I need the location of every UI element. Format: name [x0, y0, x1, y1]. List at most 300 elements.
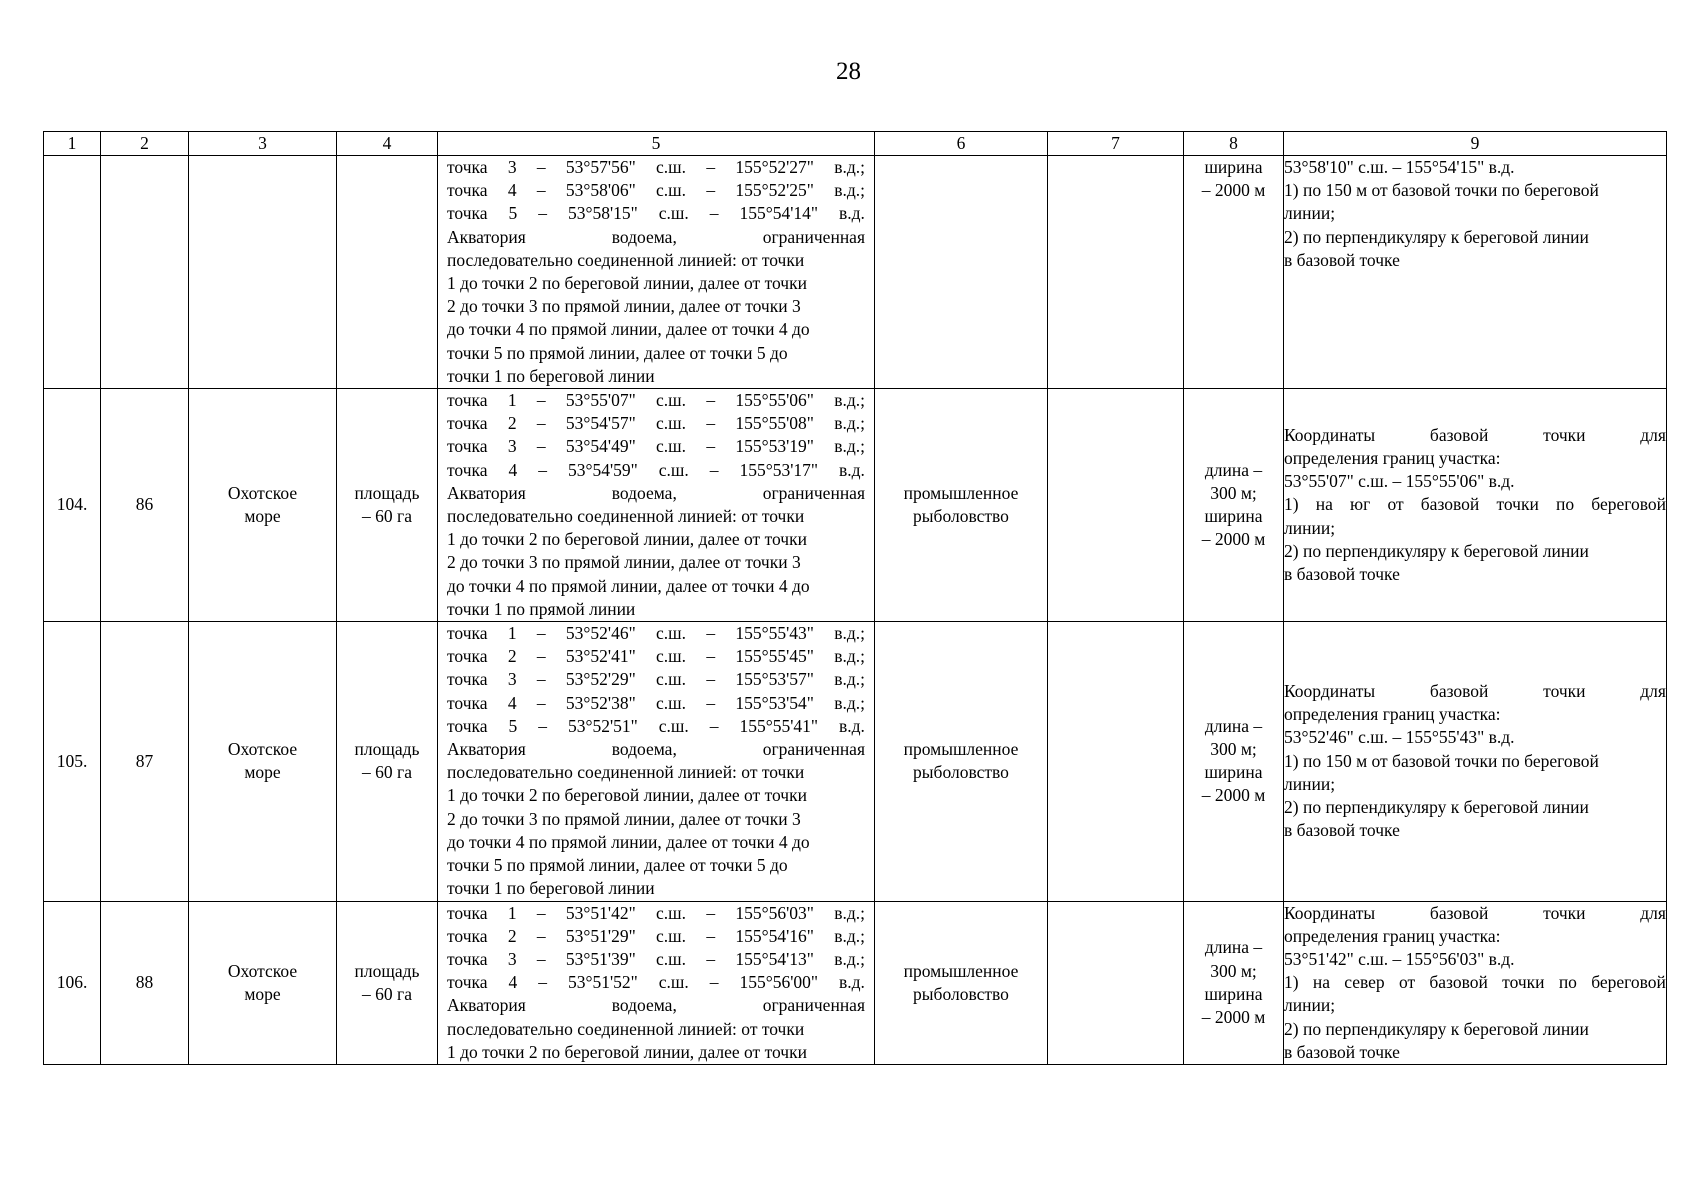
word: 155°54'13": [735, 948, 814, 969]
area-cell: [337, 156, 438, 389]
word: –: [706, 413, 716, 434]
word: базовой: [1420, 494, 1480, 515]
row-number-cell: [44, 156, 101, 389]
base-point-cell: [1284, 622, 1667, 901]
text-line: последовательно соединенной линией: от точки: [447, 1018, 805, 1039]
cell-line: площадь: [354, 739, 420, 760]
word: с.ш.: [656, 669, 687, 690]
word: 4: [507, 692, 517, 713]
word: для: [1640, 681, 1666, 702]
word: –: [709, 972, 719, 993]
cell-line: Охотское: [227, 739, 298, 760]
word: 4: [508, 459, 518, 480]
word: с.ш.: [656, 925, 687, 946]
boundary-description-cell: [438, 622, 875, 901]
word: ограниченная: [762, 226, 865, 247]
header-cell: 8: [1184, 132, 1284, 156]
word: с.ш.: [658, 203, 689, 224]
boundary-description: [438, 156, 874, 388]
word: с.ш.: [658, 715, 689, 736]
word: 5: [508, 715, 518, 736]
cell-line: площадь: [354, 960, 420, 981]
base-point-cell: [1284, 389, 1667, 622]
text-line: 2) по перпендикуляру к береговой линии: [1284, 1018, 1589, 1039]
justified-line: [447, 994, 865, 1017]
word: в.д.;: [834, 436, 865, 457]
cell-line: длина –: [1204, 459, 1263, 480]
cell-line: – 60 га: [362, 762, 412, 783]
water-body-cell: [189, 622, 337, 901]
word: 2: [507, 413, 517, 434]
justified-line: [447, 692, 865, 715]
word: точки: [1543, 681, 1586, 702]
cell-line: длина –: [1204, 715, 1263, 736]
word: точка: [447, 948, 488, 969]
word: –: [706, 436, 716, 457]
word: –: [536, 902, 546, 923]
word: с.ш.: [656, 902, 687, 923]
word: 53°52'29": [565, 669, 636, 690]
text-line: линии;: [1284, 203, 1336, 224]
word: с.ш.: [656, 413, 687, 434]
text-line: до точки 4 по прямой линии, далее от точки 4 до: [447, 831, 810, 852]
word: по: [1558, 972, 1577, 993]
word: в.д.;: [834, 669, 865, 690]
word: 155°53'54": [735, 692, 814, 713]
word: 1): [1284, 972, 1299, 993]
text-line: 1) по 150 м от базовой точки по береговой: [1284, 180, 1599, 201]
justified-line: [447, 738, 865, 761]
text-line: линии;: [1284, 773, 1336, 794]
justified-line: [1284, 424, 1666, 447]
fishing-type-cell: [875, 622, 1048, 901]
justified-line: [447, 971, 865, 994]
word: 155°53'19": [735, 436, 814, 457]
word: 53°52'46": [565, 623, 636, 644]
justified-line: [447, 202, 865, 225]
word: в.д.;: [834, 157, 865, 177]
justified-line: [1284, 493, 1666, 516]
word: 155°55'06": [735, 390, 814, 411]
word: –: [706, 157, 716, 177]
word: север: [1344, 972, 1385, 993]
word: 53°52'51": [567, 715, 638, 736]
text-line: последовательно соединенной линией: от точки: [447, 762, 805, 783]
word: с.ш.: [656, 948, 687, 969]
word: –: [538, 715, 547, 736]
word: –: [536, 669, 546, 690]
word: в.д.;: [834, 902, 865, 923]
word: береговой: [1591, 494, 1666, 515]
word: с.ш.: [658, 459, 689, 480]
word: 53°58'06": [565, 180, 636, 201]
word: 1: [507, 623, 517, 644]
dimensions-cell: [1184, 156, 1284, 389]
text-line: точки 1 по береговой линии: [447, 365, 655, 386]
word: –: [709, 459, 719, 480]
word: в.д.;: [834, 925, 865, 946]
word: –: [706, 925, 716, 946]
word: 2: [507, 646, 517, 667]
water-body-cell: [189, 156, 337, 389]
base-point-description: [1284, 680, 1666, 842]
cell-line: ширина: [1204, 762, 1263, 783]
word: на: [1312, 972, 1330, 993]
justified-line: [447, 226, 865, 249]
word: Координаты: [1284, 902, 1376, 923]
header-cell: 7: [1048, 132, 1184, 156]
base-point-cell: [1284, 156, 1667, 389]
word: в.д.;: [834, 623, 865, 644]
word: –: [706, 902, 716, 923]
word: –: [709, 715, 719, 736]
cell-line: площадь: [354, 482, 420, 503]
word: 53°55'07": [565, 390, 636, 411]
table-row: [44, 156, 1667, 389]
table-row: [44, 622, 1667, 901]
word: базовой: [1429, 902, 1489, 923]
cell-line: ширина: [1204, 157, 1263, 177]
text-line: 53°52'46" с.ш. – 155°55'43" в.д.: [1284, 727, 1515, 748]
word: 155°55'45": [735, 646, 814, 667]
word: ограниченная: [762, 995, 865, 1016]
justified-line: [1284, 971, 1666, 994]
word: водоема,: [611, 226, 677, 247]
cell-line: длина –: [1204, 937, 1263, 958]
text-line: 1 до точки 2 по береговой линии, далее от точки: [447, 529, 807, 550]
word: 53°57'56": [565, 157, 636, 177]
word: ограниченная: [762, 739, 865, 760]
header-cell: 5: [438, 132, 875, 156]
word: в.д.;: [834, 180, 865, 201]
word: точка: [447, 902, 488, 923]
header-cell: 3: [189, 132, 337, 156]
word: 155°52'27": [735, 157, 814, 177]
word: береговой: [1591, 972, 1666, 993]
word: 53°54'57": [565, 413, 636, 434]
cell-line: ширина: [1204, 506, 1263, 527]
section-number-cell: 88: [101, 901, 189, 1064]
word: в.д.: [839, 972, 865, 993]
word: –: [536, 436, 546, 457]
column-number-row: [44, 132, 1667, 156]
word: точка: [447, 669, 488, 690]
word: 155°55'43": [735, 623, 814, 644]
word: точка: [447, 390, 488, 411]
word: базовой: [1429, 424, 1489, 445]
word: точка: [447, 157, 488, 177]
justified-line: [447, 435, 865, 458]
cell-line: рыболовство: [913, 506, 1009, 527]
word: точка: [447, 436, 488, 457]
text-line: 1) по 150 м от базовой точки по береговой: [1284, 750, 1599, 771]
word: 4: [507, 180, 517, 201]
boundary-description: [438, 902, 874, 1064]
boundary-description: [438, 622, 874, 900]
word: с.ш.: [656, 180, 687, 201]
base-point-description: [1284, 902, 1666, 1064]
word: юг: [1350, 494, 1371, 515]
text-line: определения границ участка:: [1284, 448, 1501, 469]
text-line: 2 до точки 3 по прямой линии, далее от точки 3: [447, 808, 801, 829]
cell-line: Охотское: [227, 960, 298, 981]
water-body-cell: [189, 901, 337, 1064]
word: 3: [507, 948, 517, 969]
word: 53°51'39": [565, 948, 636, 969]
word: 53°58'15": [567, 203, 638, 224]
word: в.д.;: [834, 390, 865, 411]
row-number-cell: 106.: [44, 901, 101, 1064]
word: базовой: [1429, 681, 1489, 702]
word: 53°51'42": [565, 902, 636, 923]
word: в.д.;: [834, 413, 865, 434]
cell-line: рыболовство: [913, 762, 1009, 783]
fishing-type-cell: [875, 156, 1048, 389]
word: –: [538, 972, 547, 993]
word: точки: [1496, 494, 1539, 515]
word: точка: [447, 715, 488, 736]
word: 155°53'57": [735, 669, 814, 690]
text-line: 2) по перпендикуляру к береговой линии: [1284, 797, 1589, 818]
cell-line: – 2000 м: [1201, 180, 1266, 201]
word: –: [538, 459, 547, 480]
word: с.ш.: [656, 157, 687, 177]
water-body-cell: [189, 389, 337, 622]
word: точки: [1502, 972, 1545, 993]
text-line: линии;: [1284, 995, 1336, 1016]
word: с.ш.: [656, 623, 687, 644]
word: –: [536, 925, 546, 946]
cell-line: рыболовство: [913, 983, 1009, 1004]
text-line: точки 5 по прямой линии, далее от точки 5 до: [447, 342, 788, 363]
word: точка: [447, 203, 488, 224]
word: –: [709, 203, 719, 224]
cell-line: Охотское: [227, 482, 298, 503]
base-point-cell: [1284, 901, 1667, 1064]
dimensions-cell: [1184, 622, 1284, 901]
word: 3: [507, 669, 517, 690]
justified-line: [447, 622, 865, 645]
column-7-cell: [1048, 389, 1184, 622]
word: точки: [1543, 424, 1586, 445]
justified-line: [447, 179, 865, 202]
justified-line: [447, 459, 865, 482]
dimensions-cell: [1184, 389, 1284, 622]
text-line: линии;: [1284, 517, 1336, 538]
text-line: 2 до точки 3 по прямой линии, далее от точки 3: [447, 296, 801, 317]
section-number-cell: 87: [101, 622, 189, 901]
text-line: в базовой точке: [1284, 820, 1400, 841]
cell-line: море: [244, 506, 281, 527]
cell-line: – 2000 м: [1201, 529, 1266, 550]
word: –: [706, 692, 716, 713]
header-cell: 6: [875, 132, 1048, 156]
cell-line: промышленное: [903, 739, 1019, 760]
justified-line: [447, 902, 865, 925]
word: 3: [507, 436, 517, 457]
justified-line: [447, 156, 865, 179]
section-number-cell: [101, 156, 189, 389]
word: водоема,: [611, 482, 677, 503]
text-line: 53°51'42" с.ш. – 155°56'03" в.д.: [1284, 948, 1515, 969]
cell-line: 300 м;: [1210, 960, 1257, 981]
word: с.ш.: [656, 646, 687, 667]
text-line: 1 до точки 2 по береговой линии, далее от точки: [447, 785, 807, 806]
justified-line: [447, 645, 865, 668]
word: точка: [447, 925, 488, 946]
register-table: [43, 131, 1667, 1065]
word: –: [706, 390, 716, 411]
word: в.д.: [839, 203, 865, 224]
text-line: определения границ участка:: [1284, 925, 1501, 946]
text-line: 53°55'07" с.ш. – 155°55'06" в.д.: [1284, 471, 1515, 492]
word: –: [536, 413, 546, 434]
cell-line: – 2000 м: [1201, 785, 1266, 806]
cell-line: промышленное: [903, 482, 1019, 503]
word: 4: [508, 972, 518, 993]
word: по: [1555, 494, 1575, 515]
word: 1: [507, 902, 517, 923]
word: точка: [447, 972, 488, 993]
word: –: [538, 203, 547, 224]
word: –: [536, 646, 546, 667]
text-line: 1 до точки 2 по береговой линии, далее от точки: [447, 1041, 807, 1062]
column-7-cell: [1048, 901, 1184, 1064]
word: ограниченная: [762, 482, 865, 503]
text-line: последовательно соединенной линией: от точки: [447, 506, 805, 527]
word: базовой: [1429, 972, 1488, 993]
row-number-cell: 104.: [44, 389, 101, 622]
text-line: 1 до точки 2 по береговой линии, далее от точки: [447, 273, 807, 294]
word: для: [1640, 902, 1666, 923]
word: для: [1640, 424, 1666, 445]
text-line: в базовой точке: [1284, 564, 1400, 585]
word: –: [706, 623, 716, 644]
word: с.ш.: [656, 390, 687, 411]
word: Координаты: [1284, 681, 1376, 702]
word: точка: [447, 692, 488, 713]
table-row: [44, 901, 1667, 1064]
base-point-description: [1284, 424, 1666, 586]
area-cell: [337, 389, 438, 622]
justified-line: [1284, 902, 1666, 925]
word: –: [706, 669, 716, 690]
word: Акватория: [447, 482, 526, 503]
word: Акватория: [447, 226, 526, 247]
fishing-type-cell: [875, 389, 1048, 622]
word: 155°55'41": [739, 715, 819, 736]
word: в.д.;: [834, 646, 865, 667]
word: 53°52'41": [565, 646, 636, 667]
dimensions-cell: [1184, 901, 1284, 1064]
header-cell: 2: [101, 132, 189, 156]
text-line: точки 1 по прямой линии: [447, 598, 636, 619]
word: 53°54'59": [567, 459, 638, 480]
word: 53°51'29": [565, 925, 636, 946]
area-cell: [337, 901, 438, 1064]
word: 3: [507, 157, 517, 177]
word: –: [706, 646, 716, 667]
justified-line: [447, 412, 865, 435]
fishing-type-cell: [875, 901, 1048, 1064]
justified-line: [447, 482, 865, 505]
word: 1): [1284, 494, 1299, 515]
text-line: определения границ участка:: [1284, 704, 1501, 725]
justified-line: [447, 948, 865, 971]
word: 53°52'38": [565, 692, 636, 713]
word: 155°55'08": [735, 413, 814, 434]
word: в.д.: [839, 459, 865, 480]
word: –: [536, 157, 546, 177]
word: 53°51'52": [567, 972, 638, 993]
text-line: 2) по перпендикуляру к береговой линии: [1284, 540, 1589, 561]
text-line: в базовой точке: [1284, 249, 1400, 270]
word: точки: [1543, 902, 1586, 923]
word: в.д.;: [834, 948, 865, 969]
word: –: [706, 180, 716, 201]
word: 53°54'49": [565, 436, 636, 457]
word: точка: [447, 413, 488, 434]
word: Координаты: [1284, 424, 1376, 445]
word: водоема,: [611, 739, 677, 760]
word: от: [1387, 494, 1404, 515]
column-7-cell: [1048, 622, 1184, 901]
word: точка: [447, 646, 488, 667]
word: в.д.: [839, 715, 865, 736]
word: 155°52'25": [735, 180, 814, 201]
word: с.ш.: [656, 692, 687, 713]
row-number-cell: 105.: [44, 622, 101, 901]
word: 155°53'17": [739, 459, 819, 480]
justified-line: [447, 668, 865, 691]
cell-line: – 60 га: [362, 983, 412, 1004]
cell-line: промышленное: [903, 960, 1019, 981]
header-cell: 4: [337, 132, 438, 156]
word: в.д.;: [834, 692, 865, 713]
text-line: 2) по перпендикуляру к береговой линии: [1284, 226, 1589, 247]
justified-line: [447, 389, 865, 412]
header-cell: 1: [44, 132, 101, 156]
word: 155°54'14": [739, 203, 819, 224]
text-line: до точки 4 по прямой линии, далее от точки 4 до: [447, 575, 810, 596]
word: –: [536, 692, 546, 713]
word: точка: [447, 180, 488, 201]
boundary-description-cell: [438, 389, 875, 622]
table-row: [44, 389, 1667, 622]
text-line: точки 5 по прямой линии, далее от точки 5 до: [447, 855, 788, 876]
justified-line: [447, 715, 865, 738]
base-point-description: [1284, 156, 1666, 272]
word: –: [536, 390, 546, 411]
word: –: [536, 180, 546, 201]
cell-line: ширина: [1204, 983, 1263, 1004]
word: –: [536, 948, 546, 969]
word: 5: [508, 203, 518, 224]
word: –: [706, 948, 716, 969]
text-line: 2 до точки 3 по прямой линии, далее от точки 3: [447, 552, 801, 573]
word: 1: [507, 390, 517, 411]
justified-line: [447, 925, 865, 948]
word: 2: [507, 925, 517, 946]
word: точка: [447, 459, 488, 480]
boundary-description-cell: [438, 156, 875, 389]
header-cell: 9: [1284, 132, 1667, 156]
text-line: до точки 4 по прямой линии, далее от точки 4 до: [447, 319, 810, 340]
word: от: [1398, 972, 1416, 993]
cell-line: – 2000 м: [1201, 1006, 1266, 1027]
word: 155°54'16": [735, 925, 814, 946]
cell-line: море: [244, 983, 281, 1004]
